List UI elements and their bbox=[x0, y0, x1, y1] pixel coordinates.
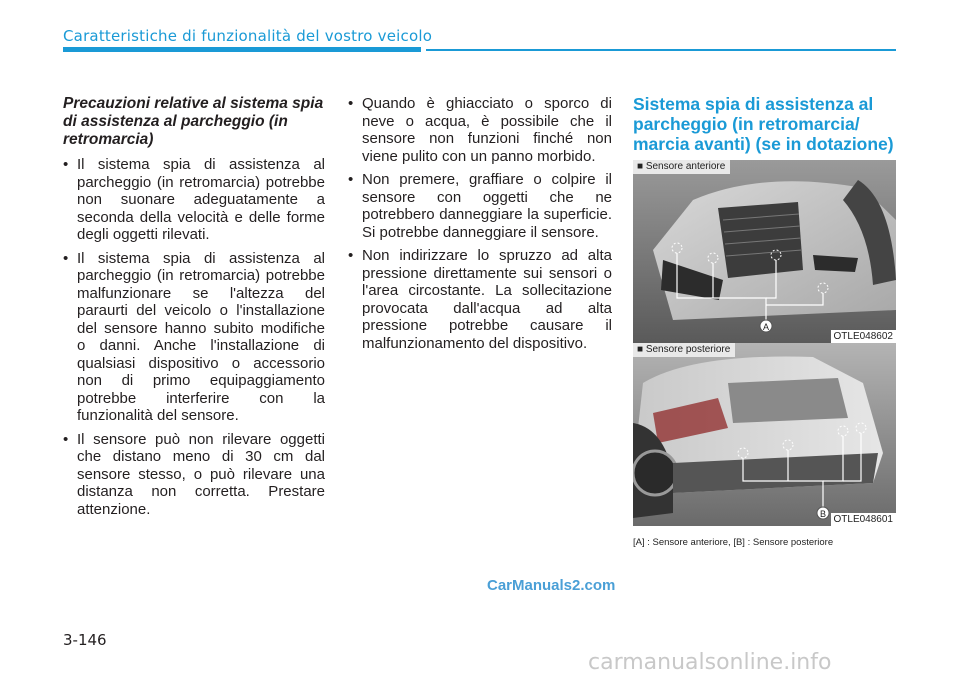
section-title: Sistema spia di assistenza al parcheggio (in retromarcia/ marcia avanti) (se in dotazione) bbox=[633, 94, 894, 154]
section-header-title: Caratteristiche di funzionalità del vostro veicolo bbox=[63, 27, 433, 45]
rear-car-image bbox=[633, 343, 896, 526]
front-car-image bbox=[633, 160, 896, 343]
column-right bbox=[633, 94, 896, 154]
precautions-list bbox=[63, 156, 325, 518]
list-item: • Non indirizzare lo spruzzo ad alta pressione direttamente sui sensori o l'area circostante. La sollecitazione provocata dall'acqua ad alta pressione potrebbe causare il malfunzionamento del dispositivo. bbox=[348, 247, 612, 352]
page-number: 3-146 bbox=[63, 631, 107, 649]
precautions-list-continued bbox=[348, 95, 612, 352]
list-item: • Il sensore può non rilevare oggetti che distano meno di 30 cm dal sensore stesso, o può rilevare una distanza non corretta. Prestare attenzione. bbox=[63, 431, 325, 519]
figure-caption: [A] : Sensore anteriore, [B] : Sensore posteriore bbox=[633, 537, 834, 548]
image-code: OTLE048602 bbox=[831, 330, 897, 343]
footer-site-watermark: carmanualsonline.info bbox=[588, 650, 832, 675]
marker-a: A bbox=[762, 322, 770, 332]
watermark: CarManuals2.com bbox=[487, 577, 616, 594]
list-item: • Il sistema spia di assistenza al parcheggio (in retromarcia) potrebbe non suonare adeguatamente a seconda della velocità e delle forme degli oggetti rilevati. bbox=[63, 156, 325, 244]
marker-b: B bbox=[819, 509, 827, 519]
list-item: • Il sistema spia di assistenza al parcheggio (in retromarcia) potrebbe malfunzionare se l'altezza del paraurti del veicolo o l'installazione del sensore hanno subito modifiche o danni. Anche l'installazione di qualsiasi dispositivo o accessorio non di primo equipaggiamento potrebbe interferire con la funzionalità del sensore. bbox=[63, 250, 325, 425]
list-item: • Non premere, graffiare o colpire il sensore con oggetti che ne potrebbero danneggiare la superficie. Si potrebbe danneggiare il sensore. bbox=[348, 171, 612, 241]
column-left bbox=[63, 95, 325, 524]
precautions-subheading: Precauzioni relative al sistema spia di assistenza al parcheggio (in retromarcia) bbox=[63, 95, 324, 148]
photo-label: ■ Sensore anteriore bbox=[633, 160, 730, 174]
list-item: • Quando è ghiacciato o sporco di neve o acqua, è possibile che il sensore non funzioni finché non viene pulito con un panno morbido. bbox=[348, 95, 612, 165]
image-code: OTLE048601 bbox=[831, 513, 897, 526]
header-rule-thick bbox=[63, 47, 421, 52]
front-sensor-illustration bbox=[633, 160, 896, 343]
column-middle bbox=[348, 95, 612, 358]
header-rule-thin bbox=[426, 49, 896, 51]
photo-label: ■ Sensore posteriore bbox=[633, 343, 735, 357]
rear-sensor-illustration bbox=[633, 343, 896, 526]
